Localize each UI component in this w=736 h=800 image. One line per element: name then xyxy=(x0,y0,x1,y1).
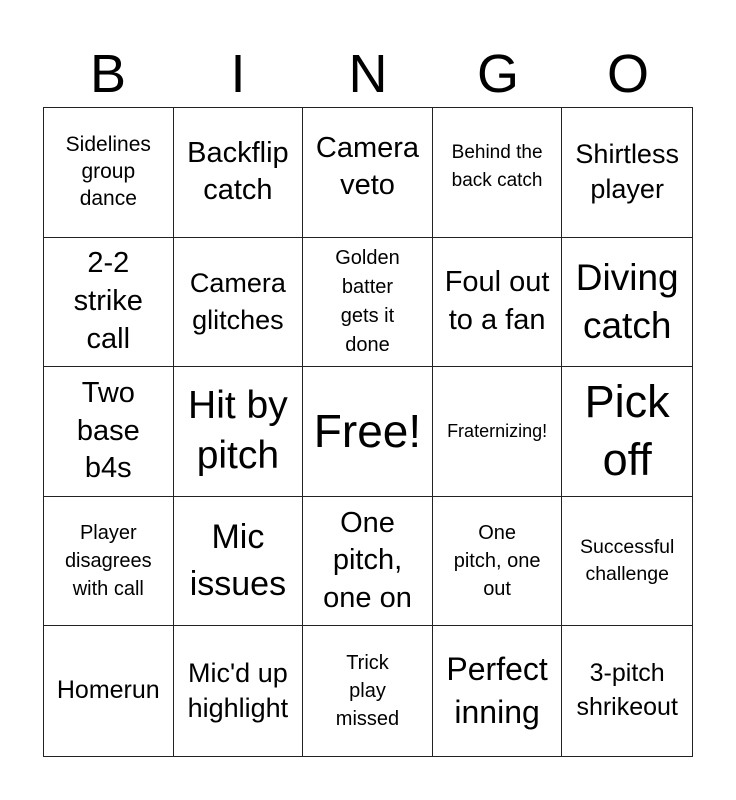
cell-label: Shirtless player xyxy=(575,139,679,205)
bingo-header xyxy=(43,40,693,108)
header-letter-n: N xyxy=(348,44,388,104)
cell-label: Camera glitches xyxy=(189,267,286,335)
cell-label: Trick play missed xyxy=(335,652,400,731)
bingo-cell[interactable] xyxy=(44,626,174,756)
cell-label: Behind the back catch xyxy=(451,141,543,192)
bingo-cell[interactable] xyxy=(433,238,563,368)
bingo-cell[interactable] xyxy=(562,238,692,368)
cell-label: Hit by pitch xyxy=(188,383,288,478)
header-letter-g: G xyxy=(476,44,519,104)
bingo-cell[interactable] xyxy=(174,238,304,368)
bingo-cell[interactable] xyxy=(433,497,563,627)
bingo-cell[interactable] xyxy=(433,626,563,756)
cell-label: Sidelines group dance xyxy=(65,133,151,210)
cell-label: Perfect inning xyxy=(446,651,548,731)
bingo-cell[interactable] xyxy=(562,367,692,497)
cell-label: Homerun xyxy=(56,676,160,705)
cell-label: Fraternizing! xyxy=(447,420,548,441)
bingo-cell[interactable] xyxy=(174,626,304,756)
cell-label: Successful challenge xyxy=(580,535,675,586)
bingo-board xyxy=(43,107,693,757)
bingo-cell[interactable] xyxy=(303,238,433,368)
cell-label: Backflip catch xyxy=(187,136,289,207)
bingo-cell[interactable] xyxy=(44,238,174,368)
bingo-cell[interactable] xyxy=(433,108,563,238)
cell-label: Golden batter gets it done xyxy=(335,246,400,356)
header-letter-b: B xyxy=(89,44,127,104)
cell-label: Player disagrees with call xyxy=(64,522,152,601)
cell-label: Free! xyxy=(313,405,422,458)
cell-label: One pitch, one on xyxy=(323,506,412,614)
cell-label: Camera veto xyxy=(315,131,420,202)
header-letter-i: I xyxy=(230,44,246,104)
cell-label: One pitch, one out xyxy=(453,522,541,601)
cell-label: Two base b4s xyxy=(76,376,140,485)
cell-label: Foul out to a fan xyxy=(444,266,550,336)
bingo-cell[interactable] xyxy=(303,108,433,238)
bingo-cell[interactable] xyxy=(44,108,174,238)
bingo-cell[interactable] xyxy=(303,497,433,627)
cell-label: 3-pitch shrikeout xyxy=(576,659,678,722)
cell-label: 2-2 strike call xyxy=(73,247,143,355)
bingo-cell[interactable] xyxy=(562,626,692,756)
bingo-cell[interactable] xyxy=(44,367,174,497)
bingo-cell[interactable] xyxy=(433,367,563,497)
bingo-cell[interactable] xyxy=(174,367,304,497)
bingo-cell[interactable] xyxy=(303,626,433,756)
cell-label: Mic issues xyxy=(189,517,287,604)
cell-label: Mic'd up highlight xyxy=(187,658,289,724)
cell-label: Diving catch xyxy=(575,256,679,346)
bingo-cell[interactable] xyxy=(174,497,304,627)
bingo-cell[interactable] xyxy=(44,497,174,627)
bingo-cell[interactable] xyxy=(303,367,433,497)
header-letter-o: O xyxy=(606,44,649,104)
bingo-cell[interactable] xyxy=(174,108,304,238)
bingo-cell[interactable] xyxy=(562,108,692,238)
bingo-cell[interactable] xyxy=(562,497,692,627)
cell-label: Pick off xyxy=(584,375,670,486)
